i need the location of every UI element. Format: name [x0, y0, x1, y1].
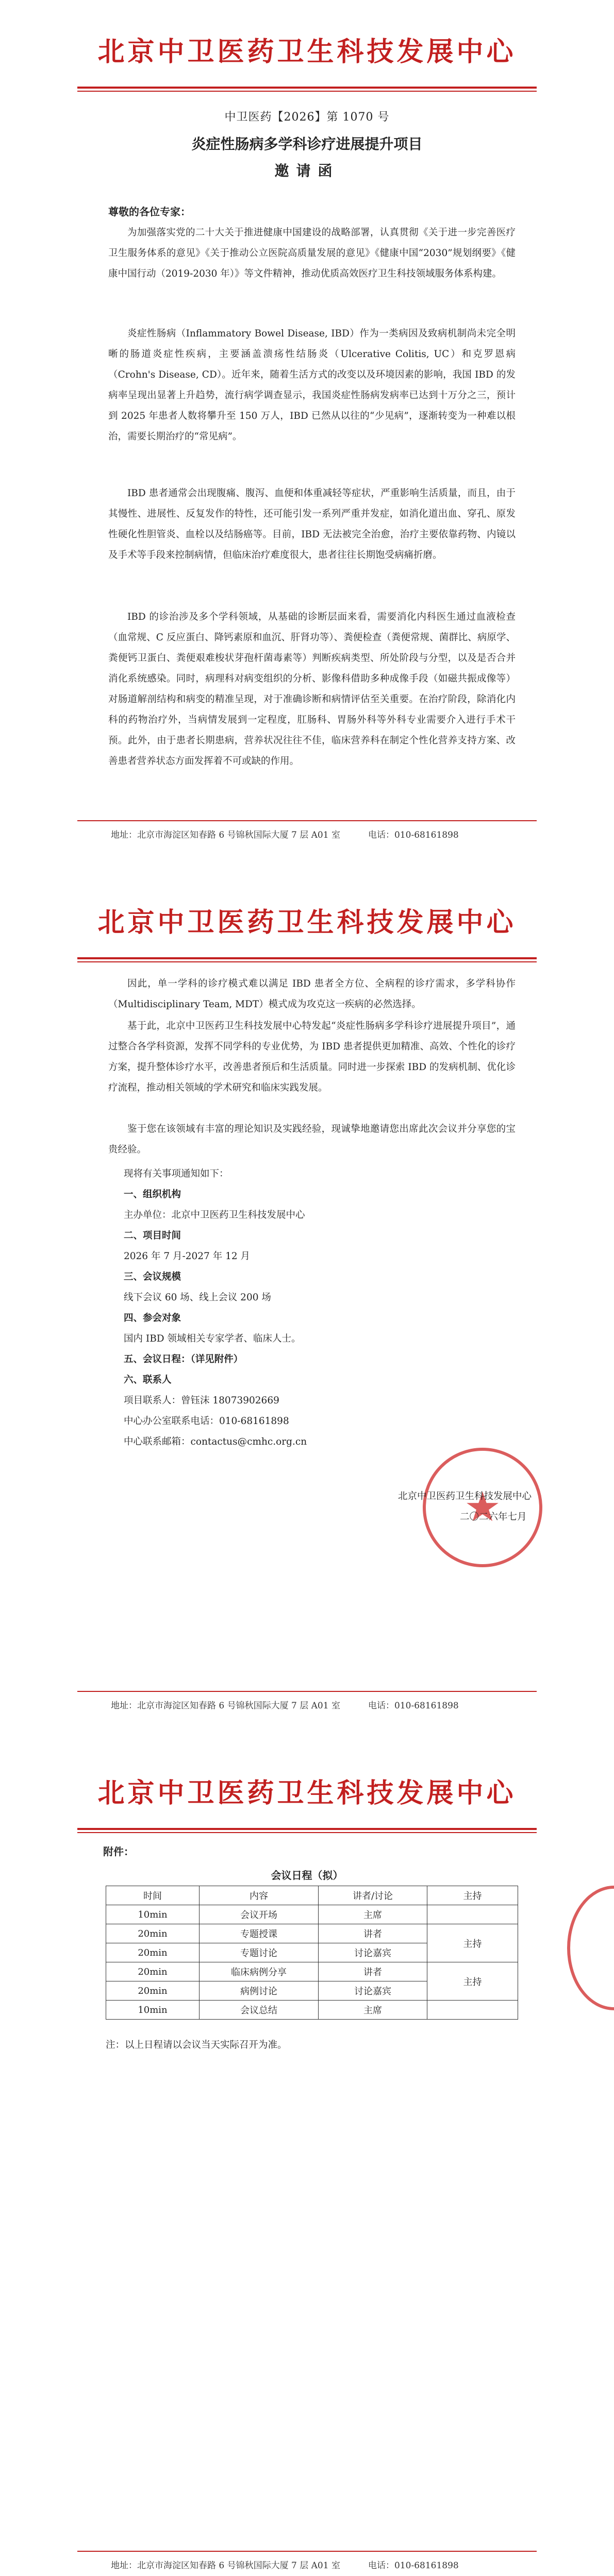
letterhead-title: 北京中卫医药卫生科技发展中心 [97, 907, 517, 938]
document-number: 中卫医药【2026】第 1070 号 [224, 111, 390, 124]
cell-time: 10min [106, 2001, 200, 2020]
seal-star-icon [426, 1451, 539, 1564]
table-header: 内容 [200, 1886, 319, 1905]
paragraph: 为加强落实党的二十大关于推进健康中国建设的战略部署，认真贯彻《关于进一步完善医疗卫生服务体系的意见》《关于推动公立医院高质量发展的意见》《健康中国“2030”规划纲要》《健康中国行动（2019-2030 年）》等文件精神，推动优质高效医疗卫生科技领域服务体系构建。 [108, 227, 516, 279]
table-row [106, 1905, 518, 1924]
paragraph: 基于此，北京中卫医药卫生科技发展中心特发起“炎症性肠病多学科诊疗进展提升项目”，通过整合各学科资源，发挥不同学科的专业优势，为 IBD 患者提供更加精准、高效、个性化的诊疗方案，提升整体诊疗水平，改善患者预后和生活质量。同时进一步探索 IBD 的发病机制、优化诊疗流程，推动相关领域的学术研究和临床实践发展。 [108, 1021, 516, 1093]
schedule-title: 会议日程（拟） [271, 1869, 343, 1882]
section-heading: 六、联系人 [124, 1375, 172, 1385]
cell-content: 会议开场 [200, 1905, 319, 1924]
paragraph: 炎症性肠病（Inflammatory Bowel Disease, IBD）作为一类病因及致病机制尚未完全明晰的肠道炎症性疾病，主要涵盖溃疡性结肠炎（Ulcerative Colitis, UC）和克罗恩病（Crohn's Disease, CD）。近年来，随着生活方式的改变以及环境因素的影响，我国 IBD 的发病率呈现出显著上升趋势，流行病学调查显示，我国炎症性肠病发病率已达到十万分之三，预计到 2025 年患者人数将攀升至 150 万人，IBD 已然从以往的“少见病”，逐渐转变为一种难以根治，需要长期治疗的“常见病”。 [108, 328, 516, 442]
letterhead-title: 北京中卫医药卫生科技发展中心 [97, 37, 517, 67]
footer-address: 地址：北京市海淀区知春路 6 号锦秋国际大厦 7 层 A01 室 电话：010-68161898 [111, 1701, 459, 1711]
footer-address: 地址：北京市海淀区知春路 6 号锦秋国际大厦 7 层 A01 室 电话：010-68161898 [111, 830, 459, 840]
paragraph: IBD 患者通常会出现腹痛、腹泻、血便和体重减轻等症状，严重影响生活质量，而且，由于其慢性、进展性、反复发作的特性，还可能引发一系列严重并发症，如消化道出血、穿孔、原发性硬化性胆管炎、血栓以及结肠癌等。目前，IBD 无法被完全治愈，治疗主要依靠药物、内镜以及手术等手段来控制病情，但临床治疗难度很大，患者往往长期饱受病痛折磨。 [108, 488, 516, 561]
section-item: 线下会议 60 场、线上会议 200 场 [124, 1292, 271, 1303]
paragraph: IBD 的诊治涉及多个学科领域，从基础的诊断层面来看，需要消化内科医生通过血液检查（血常规、C 反应蛋白、降钙素原和血沉、肝肾功等）、粪便检查（粪便常规、菌群比、病原学、粪便钙卫蛋白、粪便艰难梭状芽孢杆菌毒素等）判断疾病类型、所处阶段与分型，以及是否合并消化系统感染。同时，病理科对病变组织的分析、影像科借助多种成像手段（如磁共振成像等）对肠道解剖结构和病变的精准呈现，对于准确诊断和病情评估至关重要。在治疗阶段，除消化内科的药物治疗外，当病情发展到一定程度，肛肠科、胃肠外科等外科专业需要介入进行手术干预。此外，由于患者长期患病，营养状况往往不佳，临床营养科在制定个性化营养支持方案、改善患者营养状态方面发挥着不可或缺的作用。 [108, 612, 516, 767]
section-item: 主办单位：北京中卫医药卫生科技发展中心 [124, 1210, 305, 1221]
section-heading: 一、组织机构 [124, 1189, 181, 1200]
cell-speaker: 讲者 [319, 1962, 427, 1981]
letterhead-title: 北京中卫医药卫生科技发展中心 [97, 1778, 517, 1809]
cell-speaker: 主席 [319, 2001, 427, 2020]
page-2 [0, 871, 614, 1741]
table-header-row [106, 1886, 518, 1905]
page-1 [0, 0, 614, 871]
cell-speaker: 讲者 [319, 1924, 427, 1943]
official-seal-icon [423, 1448, 542, 1567]
attachment-label: 附件： [103, 1845, 134, 1858]
cell-speaker: 主席 [319, 1905, 427, 1924]
schedule-table [106, 1886, 518, 2020]
cell-time: 20min [106, 1924, 200, 1943]
section-heading: 三、会议规模 [124, 1272, 181, 1282]
cell-content: 临床病例分享 [200, 1962, 319, 1981]
cell-content: 病例讨论 [200, 1981, 319, 2001]
paragraph: 鉴于您在该领域有丰富的理论知识及实践经验，现诚挚地邀请您出席此次会议并分享您的宝贵经验。 [108, 1124, 516, 1155]
section-heading: 五、会议日程：（详见附件） [124, 1354, 243, 1365]
section-heading: 二、项目时间 [124, 1230, 181, 1241]
section-item: 国内 IBD 领域相关专家学者、临床人士。 [124, 1333, 301, 1344]
page-3 [0, 1741, 614, 2576]
table-header: 讲者/讨论 [319, 1886, 427, 1905]
letterhead-rule [77, 87, 537, 89]
footer-rule [77, 2551, 537, 2552]
cell-content: 会议总结 [200, 2001, 319, 2020]
cell-host [427, 1905, 518, 1924]
table-row [106, 1924, 518, 1943]
cell-time: 20min [106, 1981, 200, 2001]
cell-host [427, 2001, 518, 2020]
footer-address: 地址：北京市海淀区知春路 6 号锦秋国际大厦 7 层 A01 室 电话：010-68161898 [111, 2561, 459, 2571]
letterhead-rule-thin [77, 961, 537, 962]
document-subtitle: 邀请函 [274, 162, 340, 179]
cell-host: 主持 [427, 1924, 518, 1962]
section-heading: 四、参会对象 [124, 1313, 181, 1324]
notice-intro: 现将有关事项通知如下： [124, 1168, 229, 1179]
cell-speaker: 讨论嘉宾 [319, 1981, 427, 2001]
document-title: 炎症性肠病多学科诊疗进展提升项目 [191, 135, 423, 152]
schedule-note: 注：以上日程请以会议当天实际召开为准。 [106, 2040, 287, 2050]
cell-content: 专题授课 [200, 1924, 319, 1943]
letterhead-rule [77, 957, 537, 959]
paragraph: 因此，单一学科的诊疗模式难以满足 IBD 患者全方位、全病程的诊疗需求，多学科协作（Multidisciplinary Team, MDT）模式成为攻克这一疾病的必然选择。 [108, 978, 516, 1010]
table-row [106, 1962, 518, 1981]
section-item: 中心办公室联系电话：010-68161898 [124, 1416, 289, 1427]
footer-rule [77, 820, 537, 821]
section-item: 项目联系人：曾钰沫 18073902669 [124, 1395, 279, 1406]
letterhead-rule-thin [77, 1832, 537, 1833]
letterhead-rule-thin [77, 91, 537, 92]
section-item: 2026 年 7 月-2027 年 12 月 [124, 1251, 251, 1262]
table-row [106, 2001, 518, 2020]
cell-time: 20min [106, 1962, 200, 1981]
table-header: 主持 [427, 1886, 518, 1905]
cell-content: 专题讨论 [200, 1943, 319, 1962]
letterhead-rule [77, 1828, 537, 1830]
footer-rule [77, 1691, 537, 1692]
salutation: 尊敬的各位专家： [108, 206, 191, 218]
cell-time: 20min [106, 1943, 200, 1962]
cell-time: 10min [106, 1905, 200, 1924]
cell-host: 主持 [427, 1962, 518, 2001]
table-header: 时间 [106, 1886, 200, 1905]
signature-date: 二〇二六年七月 [460, 1512, 527, 1522]
section-item: 中心联系邮箱：contactus@cmhc.org.cn [124, 1436, 307, 1447]
signature-org: 北京中卫医药卫生科技发展中心 [398, 1491, 532, 1502]
cell-speaker: 讨论嘉宾 [319, 1943, 427, 1962]
